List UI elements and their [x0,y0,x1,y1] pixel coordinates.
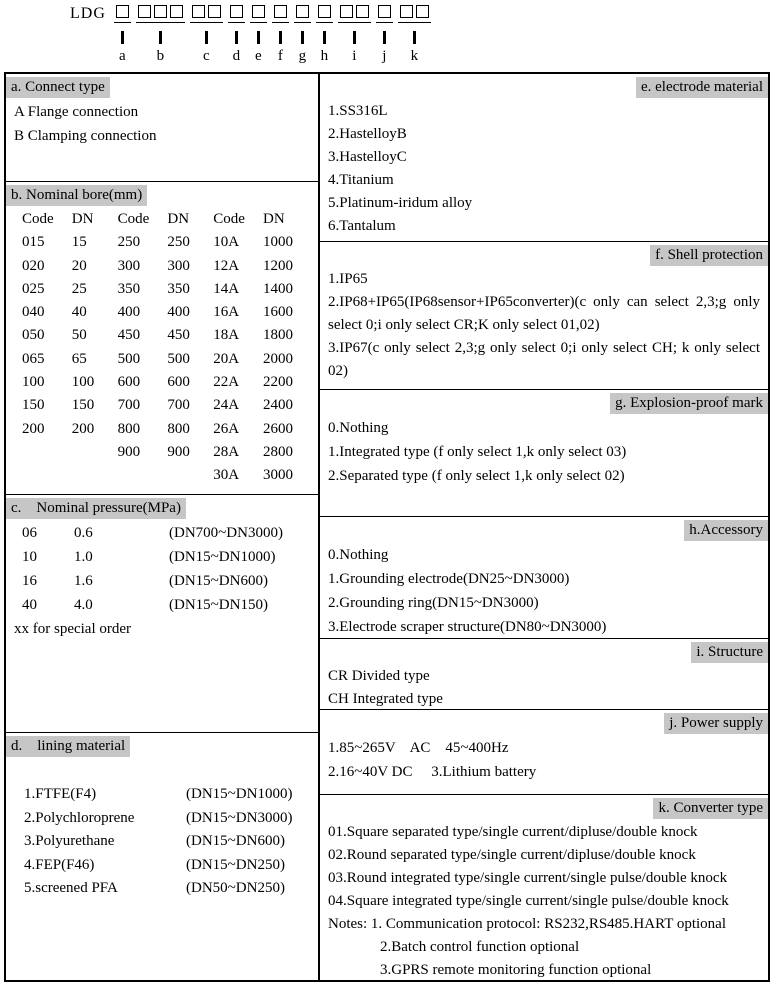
power-supply-options [328,736,760,784]
spec-line: 5.Platinum-iridum alloy [328,195,473,211]
spec-line: 1.IP65 [328,271,368,287]
section-title: d. lining material [6,736,130,757]
table-cell [118,464,168,487]
table-cell: 150 [71,397,95,414]
section-b-nominal-bore [6,182,318,495]
model-code-box [230,5,243,18]
connector-line [205,31,208,44]
spec-line: 01.Square separated type/single current/dipluse/double knock [328,824,698,840]
table-cell: 100 [22,374,45,391]
structure-options [328,665,760,710]
table-header-cell: Code [117,211,150,227]
pressure-code: 06 [22,525,37,541]
table-cell: 400 [167,304,190,321]
table-cell: 700 [117,397,141,414]
section-e-electrode-material [320,74,768,242]
table-row [22,231,310,254]
model-code-boxes [228,5,245,23]
table-cell: 1000 [262,234,293,251]
section-title: j. Power supply [664,713,768,734]
table-cell: 22A [213,374,240,391]
pressure-range: (DN15~DN150) [169,597,268,613]
table-cell: 20 [71,257,87,274]
section-d-lining-material [6,733,318,980]
group-letter: k [410,48,419,64]
group-letter: i [352,48,357,64]
section-title: c. Nominal pressure(MPa) [6,498,186,519]
table-cell: 300 [167,257,190,274]
table-cell: 065 [22,350,45,367]
model-code-box [296,5,309,18]
table-cell: 250 [167,234,190,251]
spec-line: 1.Integrated type (f only select 1,k only select 03) [328,444,627,460]
section-title: k. Converter type [653,798,768,819]
table-cell: 1800 [262,327,293,344]
table-cell: 2800 [262,443,293,460]
pressure-code: 16 [22,573,37,589]
table-cell [72,464,118,487]
converter-type-options [328,821,760,913]
model-code-boxes [338,5,371,23]
section-title: b. Nominal bore(mm) [6,185,147,206]
table-cell: 2400 [262,397,293,414]
table-cell: 10A [213,234,240,251]
table-cell: 50 [71,327,87,344]
pressure-value: 1.0 [74,549,93,565]
table-cell: 600 [167,374,190,391]
section-f-shell-protection [320,242,768,390]
model-code-box [208,5,221,18]
model-prefix: LDG [70,5,106,22]
connector-line [279,31,282,44]
table-cell: 500 [167,350,190,367]
model-code-boxes [272,5,289,23]
table-cell: 12A [213,257,240,274]
table-cell: 350 [117,280,141,297]
lining-range: (DN15~DN1000) [186,786,293,802]
pressure-rows [14,521,310,617]
section-h-accessory [320,517,768,639]
table-cell: 30A [213,467,240,484]
table-cell: 150 [22,397,45,414]
spec-line: 3.IP67(c only select 2,3;g only select 0;i only select CH; k only select 02) [328,340,760,379]
spec-line: 04.Square integrated type/single current/single pulse/double knock [328,893,729,909]
table-cell: 14A [213,280,240,297]
table-cell: 050 [22,327,45,344]
table-cell: 250 [117,234,141,251]
model-code-boxes [316,5,333,23]
shell-protection-options [328,268,760,383]
model-code-box [116,5,129,18]
connector-line [121,31,124,44]
pressure-row [14,569,310,593]
spec-line: 03.Round integrated type/single current/single pulse/double knock [328,870,728,886]
table-row [22,441,310,464]
model-code-box [318,5,331,18]
spec-line: 1.SS316L [328,103,388,119]
pressure-code: 10 [22,549,37,565]
lining-row [14,783,310,807]
pressure-code: 40 [22,597,37,613]
note-line: 3.GPRS remote monitoring function optional [380,962,652,978]
section-title: e. electrode material [636,77,768,98]
lining-row [14,807,310,831]
lining-label: 4.FEP(F46) [24,856,95,873]
special-order-note: xx for special order [14,621,132,637]
model-code-box [274,5,287,18]
table-header-cell: DN [262,211,285,227]
model-code-box [400,5,413,18]
table-cell: 300 [117,257,141,274]
spec-line: B Clamping connection [14,128,157,144]
lining-label: 5.screened PFA [24,880,118,896]
note-line: 2.Batch control function optional [380,939,580,955]
pressure-range: (DN700~DN3000) [169,525,283,541]
section-i-structure [320,639,768,710]
table-cell: 15 [71,234,87,251]
lining-rows [14,783,310,901]
lining-range: (DN15~DN250) [186,856,285,873]
connect-type-options [14,100,310,148]
table-cell: 25 [71,280,87,297]
lining-row [14,830,310,854]
note-line: Notes: 1. Communication protocol: RS232,RS485.HART optional [328,916,726,932]
converter-notes [328,913,760,980]
table-cell: 100 [71,374,95,391]
model-code-box [192,5,205,18]
model-code-box [356,5,369,18]
section-k-converter-type [320,795,768,980]
spec-line: CR Divided type [328,668,430,684]
spec-line: 1.Grounding electrode(DN25~DN3000) [328,571,570,587]
table-row [22,394,310,417]
table-cell: 1400 [262,280,293,297]
table-cell: 2200 [262,374,293,391]
lining-label: 1.FTFE(F4) [24,786,97,802]
spec-line: 6.Tantalum [328,218,396,234]
model-code-groups [114,5,436,64]
model-code-boxes [114,5,131,23]
lining-row [14,877,310,901]
model-code-group [376,5,393,64]
spec-grid [4,72,770,982]
model-code-diagram [70,5,436,64]
model-code-group [398,5,431,64]
model-code-group [228,5,245,64]
model-code-boxes [398,5,431,23]
connector-line [257,31,260,44]
table-row [22,418,310,441]
spec-line: A Flange connection [14,104,139,120]
spacer [14,759,310,783]
section-title: h.Accessory [684,520,768,541]
table-cell: 18A [213,327,240,344]
electrode-options [328,100,760,238]
model-code-group [294,5,311,64]
table-cell: 1200 [262,257,293,274]
spec-line: 2.Separated type (f only select 1,k only select 02) [328,468,625,484]
connector-line [301,31,304,44]
group-letter: c [203,48,210,64]
connector-line [159,31,162,44]
model-code-box [378,5,391,18]
lining-label: 2.Polychloroprene [24,809,135,826]
group-letter: f [277,48,283,64]
lining-row [14,854,310,878]
model-code-boxes [294,5,311,23]
model-code-box [170,5,183,18]
table-cell [72,441,118,464]
table-header-cell: DN [167,211,190,227]
spec-line: 0.Nothing [328,420,389,436]
table-cell [167,464,213,487]
table-cell: 800 [167,420,190,437]
section-g-explosion-proof [320,390,768,517]
spec-line: 0.Nothing [328,547,389,563]
model-code-box [252,5,265,18]
group-letter: h [320,48,329,64]
table-row [22,278,310,301]
table-cell: 900 [117,443,141,460]
lining-label: 3.Polyurethane [24,833,115,849]
table-header-cell: Code [22,211,54,227]
section-title: f. Shell protection [650,245,768,266]
model-code-group [190,5,223,64]
pressure-value: 4.0 [74,597,93,613]
group-letter: e [255,48,262,64]
table-cell: 26A [213,420,240,437]
bore-table-body [22,231,310,487]
section-a-connect-type [6,74,318,182]
table-cell: 450 [117,327,141,344]
group-letter: j [382,48,387,64]
spec-line: CH Integrated type [328,691,443,707]
table-cell: 040 [22,304,45,321]
spec-line: 3.HastelloyC [328,149,407,165]
model-code-group [272,5,289,64]
group-letter: b [156,48,165,64]
accessory-options [328,543,760,639]
lining-range: (DN50~DN250) [186,880,285,896]
table-row [22,301,310,324]
table-header-cell: DN [71,211,94,227]
right-column [320,74,768,980]
model-code-box [416,5,429,18]
spec-line: 1.85~265V AC 45~400Hz [328,740,509,756]
model-code-box [340,5,353,18]
table-cell: 1600 [262,304,293,321]
group-letter: a [119,48,126,64]
table-cell: 900 [167,443,190,460]
table-cell: 200 [22,420,45,437]
pressure-row [14,593,310,617]
table-row [22,371,310,394]
table-cell: 025 [22,280,45,297]
model-code-group [250,5,267,64]
table-cell: 020 [22,257,45,274]
pressure-row [14,545,310,569]
group-letter: g [298,48,307,64]
connector-line [383,31,386,44]
table-cell: 600 [117,374,141,391]
model-code-group [338,5,371,64]
spec-line: 2.IP68+IP65(IP68sensor+IP65converter)(c only can select 2,3;g only select 0;i only select CR;K only select 01,02) [328,294,760,333]
connector-line [323,31,326,44]
table-cell: 2600 [262,420,293,437]
table-cell [22,464,72,487]
pressure-row [14,521,310,545]
spec-line: 2.Grounding ring(DN15~DN3000) [328,595,539,611]
table-cell: 2000 [262,350,293,367]
table-cell: 65 [71,350,87,367]
left-column [6,74,320,980]
model-code-group [316,5,333,64]
group-letter: d [232,48,241,64]
model-code-box [138,5,151,18]
spec-line: 2.16~40V DC 3.Lithium battery [328,764,537,780]
section-title: i. Structure [691,642,768,663]
model-code-box [154,5,167,18]
table-row [22,255,310,278]
lining-range: (DN15~DN600) [186,833,285,849]
model-code-boxes [190,5,223,23]
table-cell: 3000 [262,467,293,484]
section-title: a. Connect type [6,77,110,98]
table-cell: 24A [213,397,240,414]
section-title: g. Explosion-proof mark [610,393,768,414]
model-code-boxes [136,5,185,23]
model-code-group [114,5,131,64]
table-cell: 800 [117,420,141,437]
table-cell: 20A [213,350,240,367]
explosion-proof-options [328,416,760,488]
model-code-group [136,5,185,64]
lining-range: (DN15~DN3000) [186,809,293,826]
bore-table [22,208,310,488]
spec-line: 3.Electrode scraper structure(DN80~DN3000) [328,619,607,635]
connector-line [353,31,356,44]
table-cell: 350 [167,280,190,297]
table-cell: 16A [213,304,240,321]
pressure-range: (DN15~DN1000) [169,549,276,565]
table-cell: 450 [167,327,190,344]
table-cell: 200 [71,420,95,437]
pressure-value: 0.6 [74,525,93,541]
spec-line: 02.Round separated type/single current/dipluse/double knock [328,847,696,863]
table-header-row [22,208,310,231]
table-row [22,324,310,347]
table-cell: 400 [117,304,141,321]
connector-line [413,31,416,44]
table-cell: 500 [117,350,141,367]
table-cell: 015 [22,234,45,251]
table-header-cell: Code [213,211,245,227]
pressure-value: 1.6 [74,573,93,589]
connector-line [235,31,238,44]
table-cell: 700 [167,397,190,414]
table-cell: 28A [213,443,240,460]
model-code-boxes [250,5,267,23]
table-cell [22,441,72,464]
table-row [22,348,310,371]
pressure-range: (DN15~DN600) [169,573,268,589]
spec-line: 2.HastelloyB [328,126,407,142]
spec-line: 4.Titanium [328,172,394,188]
section-c-nominal-pressure [6,495,318,733]
table-cell: 40 [71,304,87,321]
section-j-power-supply [320,710,768,795]
table-row [22,464,310,487]
model-code-boxes [376,5,393,23]
